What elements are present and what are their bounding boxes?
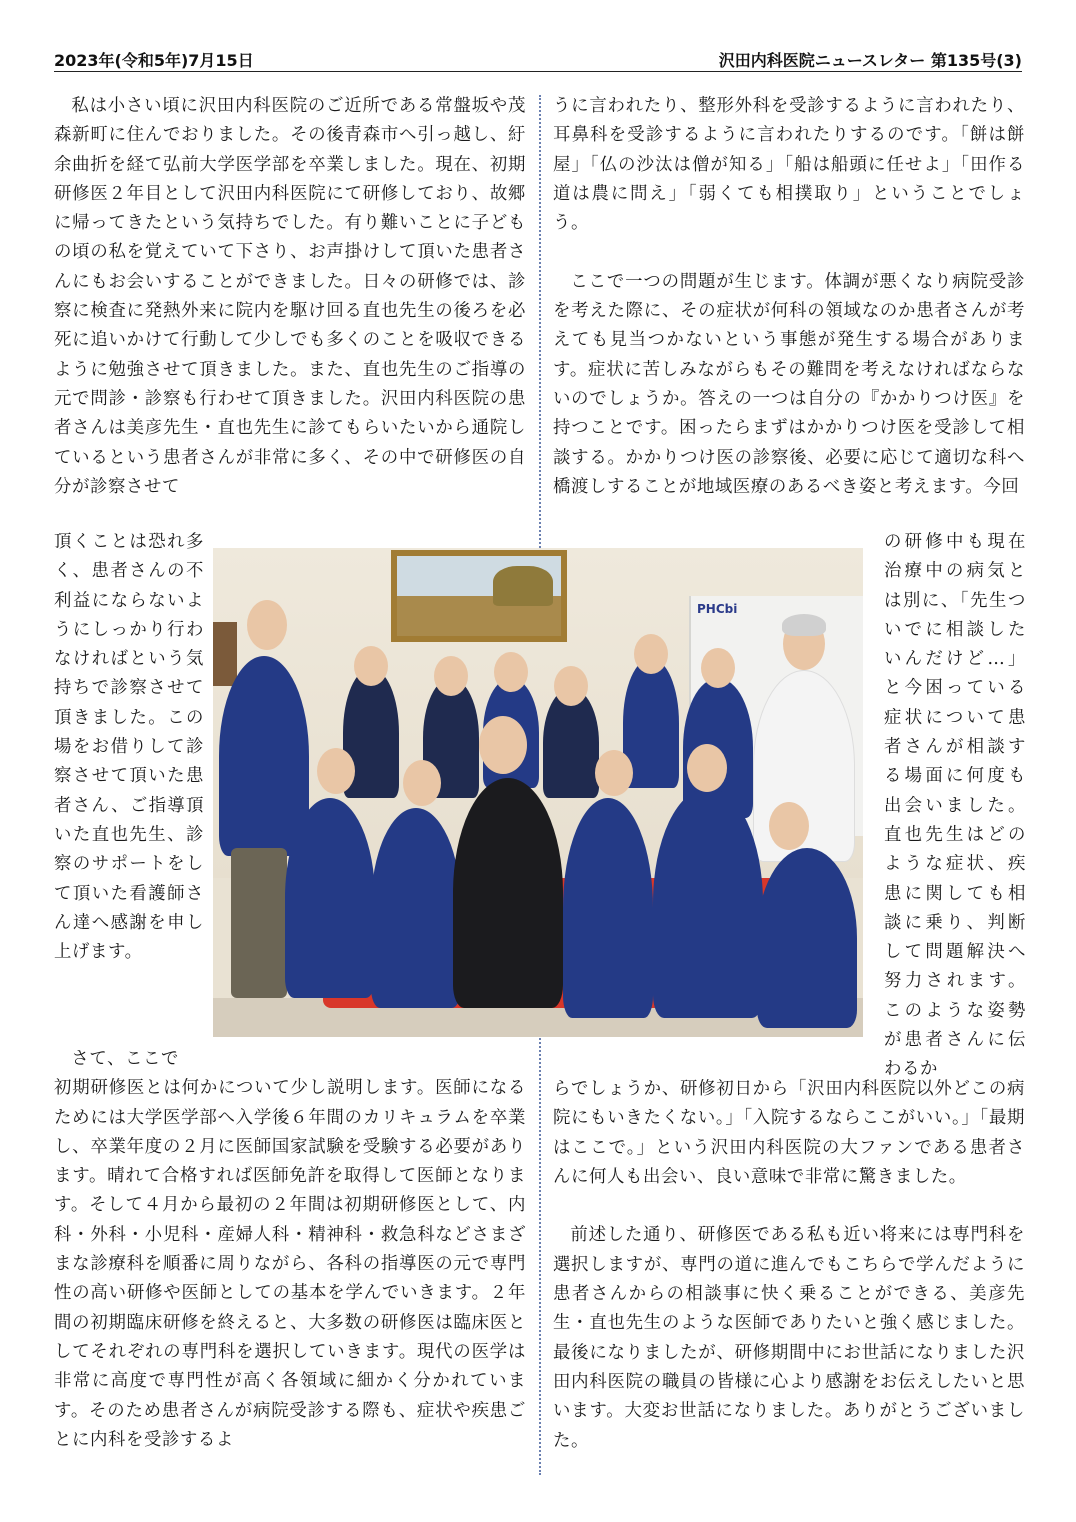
- paragraph-consultation: の研修中も現在治療中の病気とは別に、「先生ついでに相談したいんだけど…」と今困っている症状について患者さんが相談する場面に何度も出会いました。直也先生はどのような症状、疾患に関しても相談に乗り、判断して問題解決へ努力されます。このような姿勢が患者さんに伝わるか: [884, 532, 1026, 1080]
- right-column-wrap: [884, 528, 1026, 1085]
- wall-sign: [213, 622, 237, 686]
- nurse: [563, 798, 653, 1018]
- fridge-brand-label: PHCbi: [697, 602, 738, 616]
- right-column-top: [553, 92, 1025, 502]
- paragraph-gratitude: 頂くことは恐れ多く、患者さんの不利益にならないようにしっかり行わなければという気持ちで診察させて頂きました。この場をお借りして診察させて頂いた患者さん、ご指導頂いた直也先生、診察のサポートをして頂いた看護師さん達へ感謝を申し上げます。: [54, 532, 204, 963]
- group-photo: [213, 548, 863, 1037]
- paragraph-intro: 私は小さい頃に沢田内科医院のご近所である常盤坂や茂森新町に住んでおりました。その後青森市へ引っ越し、紆余曲折を経て弘前大学医学部を卒業しました。現在、初期研修医２年目として沢田内科医院にて研修しており、故郷に帰ってきたという気持ちでした。有り難いことに子どもの頃の私を覚えていて下さり、お声掛けして頂いた患者さんにもお会いすることができました。日々の研修では、診察に検査に発熱外来に院内を駆け回る直也先生の後ろを必死に追いかけて行動して少しでも多くのことを吸収できるように勉強させて頂きました。また、直也先生のご指導の元で問診・診察も行わせて頂きました。沢田内科医院の患者さんは美彦先生・直也先生に診てもらいたいから通院しているという患者さんが非常に多く、その中で研修医の自分が診察させて: [54, 96, 526, 497]
- paragraph-residency: 初期研修医とは何かについて少し説明します。医師になるためには大学医学部へ入学後６年間のカリキュラムを卒業し、卒業年度の２月に医師国家試験を受験する必要があります。晴れて合格すれば医師免許を取得して医師となります。そして４月から最初の２年間は初期研修医として、内科・外科・小児科・産婦人科・精神科・救急科などさまざまな診療科を順番に周りながら、各科の指導医の元で専門性の高い研修や医師としての基本を学んでいきます。２年間の初期臨床研修を終えると、大多数の研修医は臨床医としてそれぞれの専門科を選択していきます。現代の医学は非常に高度で専門性が高く各領域に細かく分かれています。そのため患者さんが病院受診する際も、症状や疾患ごとに内科を受診するよ: [54, 1078, 526, 1450]
- paragraph-fans: らでしょうか、研修初日から「沢田内科医院以外どこの病院にもいきたくない。」「入院するならここがいい。」「最期はここで。」という沢田内科医院の大ファンである患者さんに何人も出会い、良い意味で非常に驚きました。: [553, 1079, 1025, 1187]
- left-column-bottom: [54, 1045, 526, 1455]
- paragraph-closing: 前述した通り、研修医である私も近い将来には専門科を選択しますが、専門の道に進んでもこちらで学んだように患者さんからの相談事に快く乗ることができる、美彦先生・直也先生のような医師でありたいと強く感じました。最後になりましたが、研修期間中にお世話になりました沢田内科医院の職員の皆様に心より感謝をお伝えしたいと思います。大変お世話になりました。ありがとうございました。: [553, 1225, 1025, 1451]
- nurse: [653, 788, 763, 1018]
- center-doctor: [453, 778, 563, 1008]
- paragraph-proverbs: うに言われたり、整形外科を受診するように言われたり、耳鼻科を受診するように言われたりするのです。「餅は餅屋」「仏の沙汰は僧が知る」「船は船頭に任せよ」「田作る道は農に問え」「弱くても相撲取り」ということでしょう。: [553, 96, 1025, 234]
- header-rule: [54, 71, 1022, 72]
- page-header: [54, 48, 1022, 70]
- left-column-top: [54, 92, 526, 502]
- landscape-painting: [391, 550, 567, 642]
- paragraph-family-doctor: ここで一つの問題が生じます。体調が悪くなり病院受診を考えた際に、その症状が何科の領域なのか患者さんが考えても見当つかないという事態が発生する場合があります。症状に苦しみながらもその難問を考えなければならないのでしょうか。答えの一つは自分の『かかりつけ医』を持つことです。困ったらまずはかかりつけ医を受診して相談する。かかりつけ医の診察後、必要に応じて適切な科へ橋渡しすることが地域医療のあるべき姿と考えます。今回: [553, 271, 1025, 497]
- right-column-bottom: [553, 1075, 1025, 1456]
- paragraph-lead: さて、ここで: [71, 1049, 179, 1069]
- nurse: [757, 848, 857, 1028]
- nurse: [371, 808, 461, 1008]
- left-column-wrap: [54, 528, 204, 967]
- issue-date: 2023年(令和5年)7月15日: [54, 51, 254, 70]
- nurse: [285, 798, 375, 998]
- standing-doctor: [219, 656, 309, 856]
- newsletter-title: 沢田内科医院ニュースレター 第135号(3): [718, 51, 1022, 70]
